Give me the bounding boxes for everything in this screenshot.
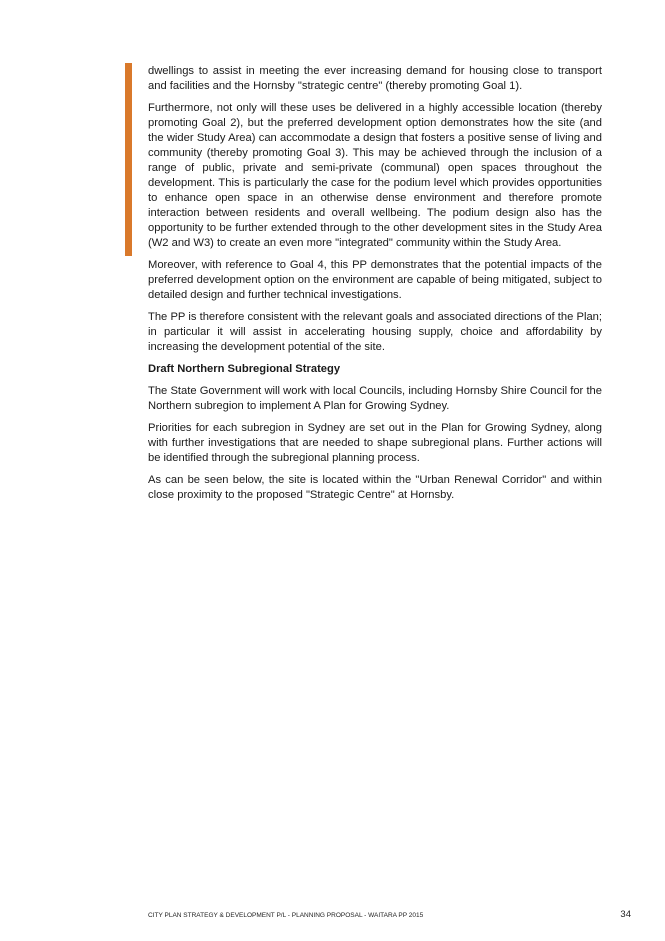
paragraph-7: As can be seen below, the site is located within the "Urban Renewal Corridor" and within close proximity to the proposed "Strategic Centre" at Hornsby. — [148, 474, 602, 501]
accent-bar — [125, 63, 132, 256]
paragraph-4: The PP is therefore consistent with the relevant goals and associated directions of the Plan; in particular it will assist in accelerating housing supply, choice and affordability by increasing the development potential of the site. — [148, 311, 602, 353]
paragraph-2: Furthermore, not only will these uses be delivered in a highly accessible location (thereby promoting Goal 2), but the preferred development option demonstrates how the site (and the wider Study Area) can accommodate a design that fosters a positive sense of living and community (thereby promoting Goal 3). This may be achieved through the inclusion of a range of public, private and semi-private (communal) open spaces throughout the development. This is particularly the case for the podium level which provides opportunities to enhance open space in an otherwise dense environment and therefore promote interaction between residents and overall wellbeing. The podium design also has the opportunity to be further extended through to the other development sites in the Study Area (W2 and W3) to create an even more "integrated" community within the Study Area. — [148, 102, 602, 249]
paragraph-1: dwellings to assist in meeting the ever increasing demand for housing close to transport and facilities and the Hornsby "strategic centre" (thereby promoting Goal 1). — [148, 65, 602, 92]
page-number: 34 — [620, 909, 631, 920]
paragraph-3: Moreover, with reference to Goal 4, this PP demonstrates that the potential impacts of the preferred development option on the environment are capable of being mitigated, subject to detailed design and further technical investigations. — [148, 259, 602, 301]
section-heading: Draft Northern Subregional Strategy — [148, 363, 341, 375]
paragraph-6: Priorities for each subregion in Sydney are set out in the Plan for Growing Sydney, along with further investigations that are needed to shape subregional plans. Further actions will be identified through the subregional planning process. — [148, 422, 602, 464]
footer-text: CITY PLAN STRATEGY & DEVELOPMENT P/L - PLANNING PROPOSAL - WAITARA PP 2015 — [148, 912, 424, 919]
paragraph-5: The State Government will work with local Councils, including Hornsby Shire Council for the Northern subregion to implement A Plan for Growing Sydney. — [148, 385, 602, 412]
document-body — [148, 64, 602, 510]
